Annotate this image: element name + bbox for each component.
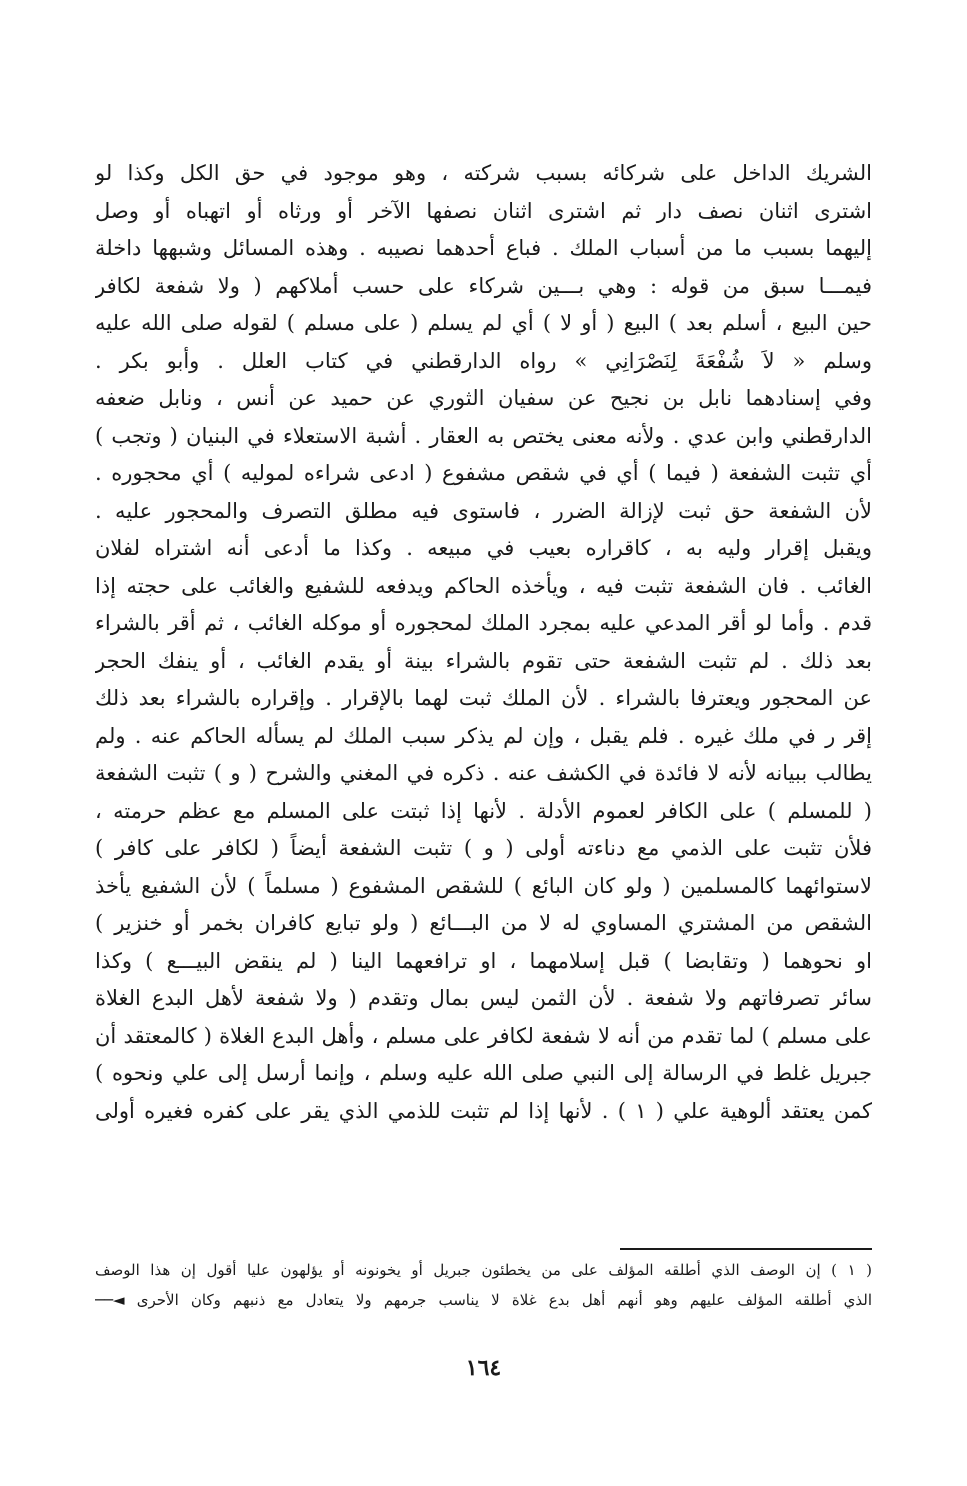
text-line: على مسلم ) لما تقدم من أنه لا شفعة لكافر على مسلم ، وأهل البدع الغلاة ( كالمعتقد أن bbox=[95, 1023, 872, 1048]
text-line: قدم . وأما لو أقر المدعي عليه بمجرد الملك لمحجوره أو موكله الغائب ، ثم أقر بالشراء bbox=[95, 611, 872, 635]
text-line: ( للمسلم ) على الكافر لعموم الأدلة . لأنها إذا ثبتت على المسلم مع عظم حرمته ، bbox=[95, 798, 872, 823]
text-line: إليهما بسبب ما من أسباب الملك . فباع أحدهما نصيبه . وهذه المسائل وشبهها داخلة bbox=[95, 236, 872, 260]
text-line: لأن الشفعة حق ثبت لإزالة الضرر ، فاستوى فيه مطلق التصرف والمحجور عليه . bbox=[95, 498, 872, 523]
text-line: عن المحجور ويعترفا بالشراء . لأن الملك ثبت لهما بالإقرار . وإقراره بالشراء بعد ذلك bbox=[95, 686, 872, 710]
text-line: كمن يعتقد ألوهية علي ( ١ ) . لأنها إذا لم تثبت للذمي الذي يقر على كفره فغيره أولى bbox=[95, 1098, 872, 1123]
text-line: يطالب ببيانه لأنه لا فائدة في الكشف عنه . ذكره في المغني والشرح ( و ) تثبت الشفعة bbox=[95, 761, 872, 785]
text-line: حين البيع ، أسلم بعد ) البيع ( أو لا ) أي لم يسلم ( على مسلم ) لقوله صلى الله عليه bbox=[95, 311, 872, 335]
text-line: إقر ر في ملك غيره . فلم يقبل ، وإن لم يذكر سبب الملك لم يسأله الحاكم عنه . ولم bbox=[95, 723, 872, 748]
text-line: او نحوهما ( وتقابضا ) قبل إسلامهما ، او ترافعهما الينا ( لم ينقض البيـــع ) وكذا bbox=[95, 948, 872, 973]
footnote-separator bbox=[620, 1248, 872, 1250]
text-line: الشقص من المشتري المساوي له لا من البـــائع ( ولو تبايع كافران بخمر أو خنزير ) bbox=[95, 911, 872, 935]
text-line: ويقبل إقرار وليه به ، كاقراره بعيب في مبيعه . وكذا ما أدعى أنه اشتراه لفلان bbox=[95, 536, 872, 560]
text-line: الشريك الداخل على شركائه بسبب شركته ، وهو موجود في حق الكل وكذا لو bbox=[95, 161, 872, 185]
footnote-block bbox=[95, 1255, 872, 1315]
text-line: جبريل غلط في الرسالة إلى النبي صلى الله عليه وسلم ، وإنما أرسل إلى علي ونحوه ) bbox=[95, 1061, 872, 1085]
text-line: لاستوائهما كالمسلمين ( ولو كان البائع ) للشقص المشفوع ( مسلماً ) لأن الشفيع يأخذ bbox=[95, 873, 872, 898]
text-line: فيمـــا سبق من قوله : وهي بـــين شركاء على حسب أملاكهم ( ولا شفعة لكافر bbox=[95, 273, 872, 298]
text-line: أي تثبت الشفعة ( فيما ) أي في شقص مشفوع ( ادعى شراءه لموليه ) أي محجوره . bbox=[95, 461, 872, 485]
text-line: فلأن تثبت على الذمي مع دناءته أولى ( و ) تثبت الشفعة أيضاً ( لكافر على كافر ) bbox=[95, 836, 872, 860]
text-line: بعد ذلك . لم تثبت الشفعة حتى تقوم بالشراء بينة أو يقدم الغائب ، أو ينفك الحجر bbox=[95, 648, 872, 673]
footnote-line: ( ١ ) إن الوصف الذي أطلقه المؤلف على من يخطئون جبريل أو يخونونه أو يؤلهون عليا أقول إن هذا الوصف bbox=[95, 1261, 872, 1279]
text-line: سائر تصرفاتهم ولا شفعة . لأن الثمن ليس بمال وتقدم ( ولا شفعة لأهل البدع الغلاة bbox=[95, 986, 872, 1010]
text-line: وفي إسنادهما نابل بن نجيح عن سفيان الثوري عن حميد عن أنس ، ونابل ضعفه bbox=[95, 386, 872, 410]
text-line: وسلم « لاَ شُفْعَةَ لِنَصْرَانِي » رواه الدارقطني في كتاب العلل . وأبو بكر . bbox=[95, 348, 872, 373]
text-line: الغائب . فان الشفعة تثبت فيه ، ويأخذه الحاكم ويدفعه للشفيع والغائب على حجته إذا bbox=[95, 573, 872, 598]
text-line: اشترى اثنان نصف دار ثم اشترى اثنان نصفها الآخر أو ورثاه أو اتهباه أو وصل bbox=[95, 198, 872, 223]
text-line: الدارقطني وابن عدي . ولأنه معنى يختص به العقار . أشبة الاستعلاء في البنيان ( وتجب ) bbox=[95, 423, 872, 448]
main-text-block bbox=[95, 155, 872, 1130]
footnote-line: الذي أطلقه المؤلف عليهم وهو أنهم أهل بدع غلاة لا يناسب جرمهم ولا يتعادل مع ذنبهم وكان الأحرى ◄── bbox=[95, 1291, 872, 1309]
page-number: ١٦٤ bbox=[465, 1355, 502, 1381]
